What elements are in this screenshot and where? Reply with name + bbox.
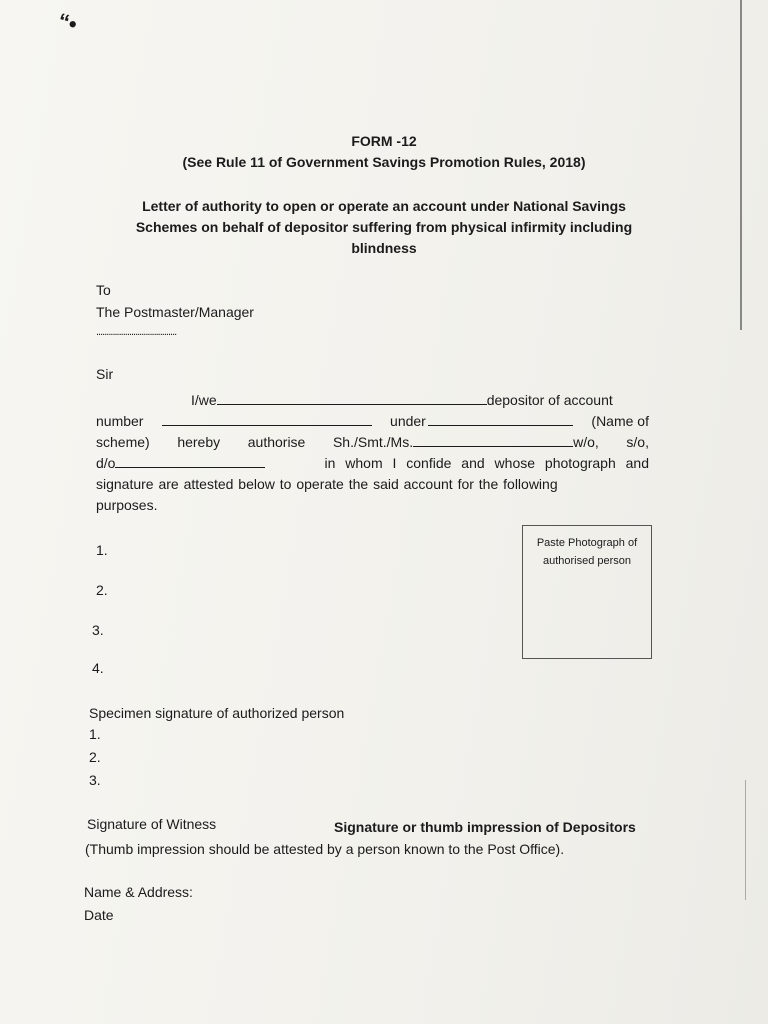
- authorised-person-field[interactable]: [413, 432, 573, 447]
- form-title-line-2: Schemes on behalf of depositor suffering from physical infirmity including: [135, 219, 633, 235]
- form-title-line-3: blindness: [351, 240, 417, 256]
- do-label: d/o: [96, 455, 116, 471]
- title-label: Sh./Smt./Ms.: [332, 434, 414, 450]
- number-label: number: [96, 413, 144, 429]
- purpose-2: 2.: [96, 582, 108, 598]
- date-label: Date: [84, 907, 114, 923]
- relation-name-field[interactable]: [115, 453, 265, 468]
- name-of-label: (Name of: [591, 413, 649, 429]
- iwe-label: I/we: [191, 392, 217, 408]
- photo-box: [522, 525, 652, 659]
- hereby-label: hereby: [177, 434, 221, 450]
- salutation: Sir: [96, 366, 114, 382]
- wo-label: w/o,: [573, 434, 599, 450]
- under-label: under: [390, 413, 426, 429]
- purpose-1: 1.: [96, 542, 108, 558]
- paragraph-line-6: purposes.: [96, 497, 158, 513]
- address-recipient: The Postmaster/Manager: [96, 304, 254, 320]
- paragraph-line-3: [96, 432, 649, 453]
- paragraph-line-1: [96, 390, 649, 411]
- purpose-3: 3.: [92, 622, 104, 638]
- rule-reference: (See Rule 11 of Government Savings Promotion Rules, 2018): [182, 154, 586, 170]
- name-address-label: Name & Address:: [84, 884, 193, 900]
- thumb-impression-note: (Thumb impression should be attested by a person known to the Post Office).: [85, 841, 565, 857]
- paragraph-line-4: [96, 453, 649, 474]
- photo-box-line-2: authorised person: [542, 555, 632, 567]
- account-number-field[interactable]: [162, 411, 372, 426]
- address-dots: .......................................: [96, 326, 177, 338]
- authorise-label: authorise: [247, 434, 306, 450]
- specimen-heading: Specimen signature of authorized person: [89, 705, 345, 721]
- scheme-name-field[interactable]: [428, 411, 573, 426]
- specimen-item-2: 2.: [89, 749, 101, 765]
- form-title-line-1: Letter of authority to open or operate an account under National Savings: [142, 198, 626, 214]
- form-number: FORM -12: [351, 133, 417, 149]
- address-to: To: [96, 282, 111, 298]
- purpose-4: 4.: [92, 660, 104, 676]
- form-title: [0, 196, 768, 259]
- corner-mark: “•: [55, 8, 80, 38]
- depositor-account-label: depositor of account: [486, 392, 613, 408]
- depositor-name-field[interactable]: [217, 390, 487, 405]
- photo-box-line-1: Paste Photograph of: [536, 537, 638, 549]
- page-edge-line-lower: [745, 780, 746, 900]
- so-label: s/o,: [626, 434, 649, 450]
- witness-signature-label: Signature of Witness: [87, 816, 217, 832]
- paragraph-line-2: [96, 411, 649, 432]
- confide-text: in whom I confide and whose photograph and: [324, 455, 649, 471]
- specimen-item-3: 3.: [89, 772, 101, 788]
- specimen-item-1: 1.: [89, 726, 101, 742]
- authority-paragraph: [96, 390, 649, 516]
- paragraph-line-5: signature are attested below to operate the said account for the following: [96, 476, 558, 492]
- depositor-signature-label: Signature or thumb impression of Depositors: [334, 819, 636, 835]
- scheme-label: scheme): [96, 434, 150, 450]
